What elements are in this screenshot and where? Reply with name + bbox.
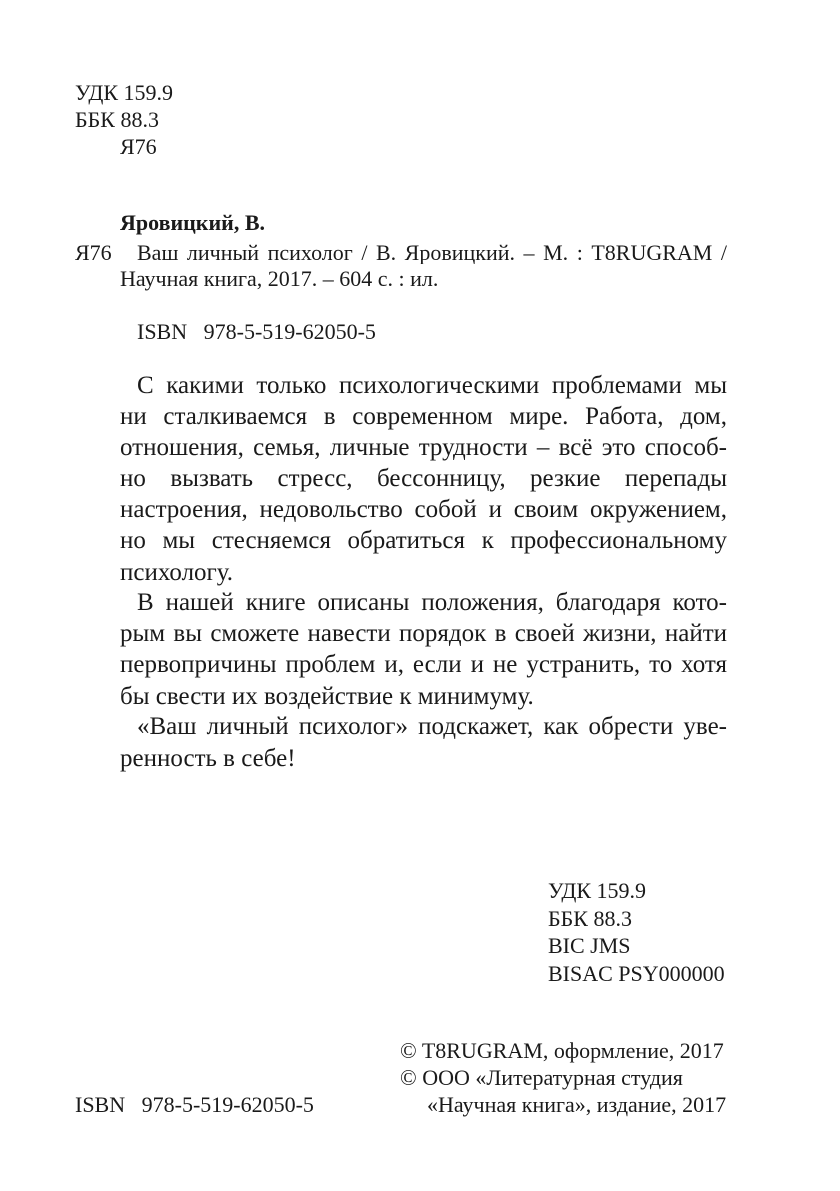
bbk-code: ББК 88.3 bbox=[548, 906, 632, 931]
annotation-line: отношения, семья, личные трудности – всё это способ- bbox=[120, 434, 727, 461]
udk-code: УДК 159.9 bbox=[75, 80, 174, 105]
copyright-line: © T8RUGRAM, оформление, 2017 bbox=[400, 1038, 724, 1063]
annotation-line: ренность в себе! bbox=[120, 745, 296, 772]
copyright-line: © ООО «Литературная студия bbox=[400, 1065, 683, 1090]
annotation-line: настроения, недовольство собой и своим окружением, bbox=[120, 496, 727, 523]
bisac-code: BISAC PSY000000 bbox=[548, 961, 725, 986]
copyright-line: «Научная книга», издание, 2017 bbox=[427, 1092, 727, 1117]
annotation-line: С какими только психологическими проблемами мы bbox=[137, 372, 727, 399]
author-mark: Я76 bbox=[120, 134, 157, 159]
isbn-bottom: ISBN 978-5-519-62050-5 bbox=[75, 1092, 314, 1117]
annotation-line: первопричины проблем и, если и не устранить, то хотя bbox=[120, 651, 727, 678]
bbk-code: ББК 88.3 bbox=[75, 107, 159, 132]
bic-code: BIC JMS bbox=[548, 933, 631, 958]
annotation-line: ни сталкиваемся в современном мире. Работа, дом, bbox=[120, 403, 727, 430]
annotation-line: «Ваш личный психолог» подскажет, как обрести уве- bbox=[137, 713, 727, 740]
entry-isbn: ISBN 978-5-519-62050-5 bbox=[137, 319, 376, 344]
udk-code: УДК 159.9 bbox=[548, 878, 647, 903]
entry-publisher-line: Научная книга, 2017. – 604 с. : ил. bbox=[120, 266, 439, 291]
entry-title-line: Ваш личный психолог / В. Яровицкий. – М. : T8RUGRAM / bbox=[137, 242, 727, 264]
annotation-line: бы свести их воздействие к минимуму. bbox=[120, 683, 534, 710]
annotation-line: но вызвать стресс, бессонницу, резкие перепады bbox=[120, 465, 727, 492]
entry-author-mark: Я76 bbox=[75, 240, 112, 265]
annotation-line: но мы стесняемся обратиться к профессиональному bbox=[120, 527, 727, 554]
annotation-line: рым вы сможете навести порядок в своей жизни, найти bbox=[120, 620, 727, 647]
author-name: Яровицкий, В. bbox=[120, 210, 266, 235]
annotation-line: психологу. bbox=[120, 559, 234, 586]
annotation-line: В нашей книге описаны положения, благодаря кото- bbox=[137, 589, 727, 616]
